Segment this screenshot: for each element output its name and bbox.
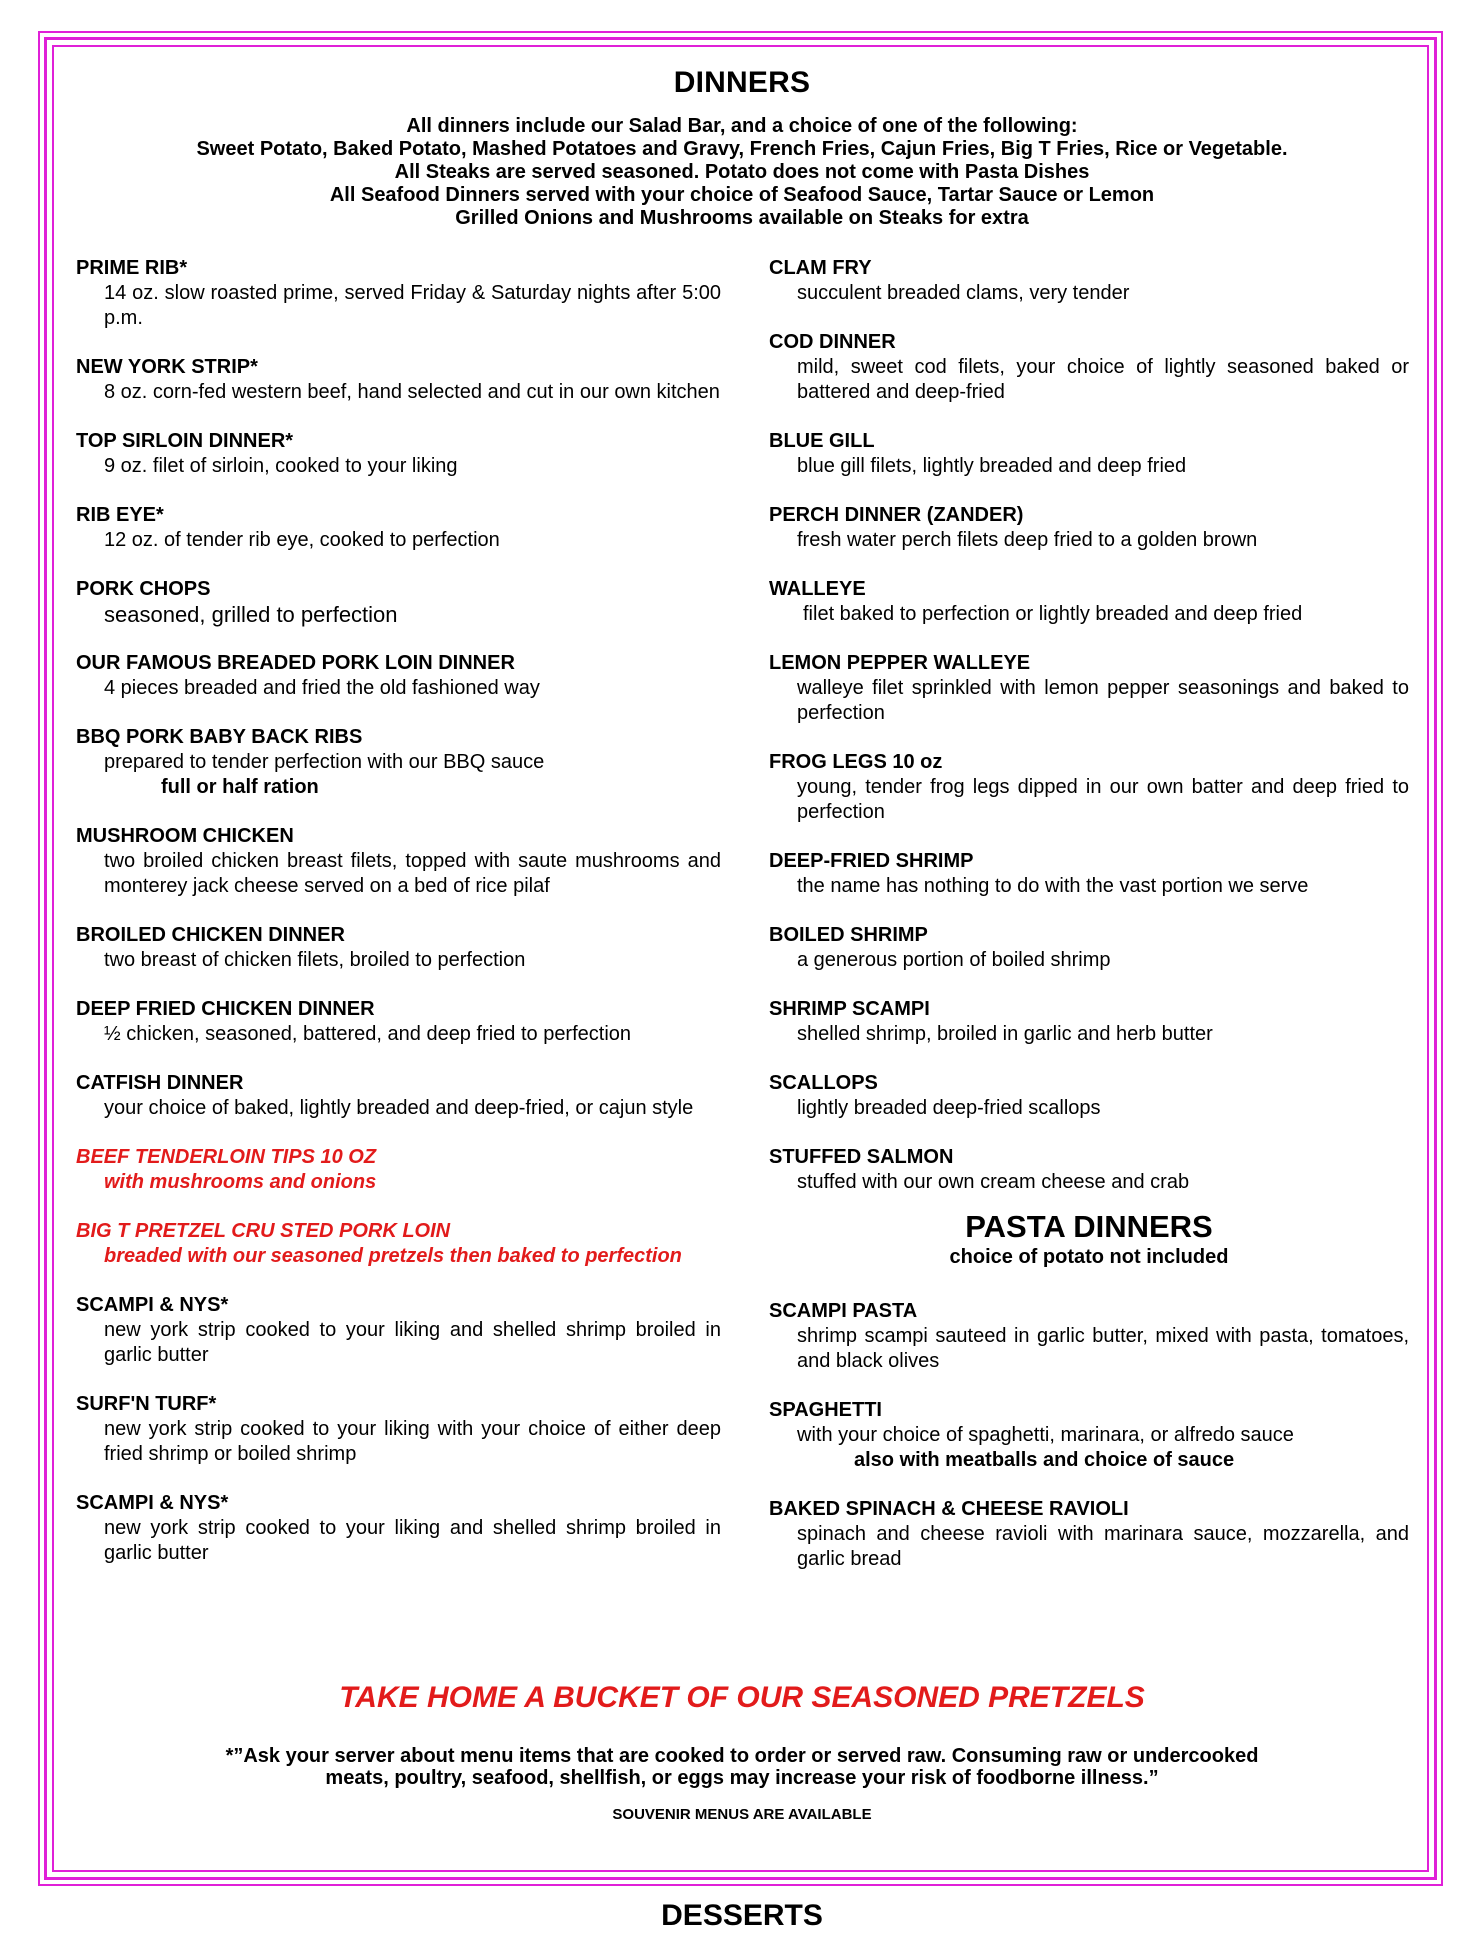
menu-item bbox=[76, 997, 721, 1047]
menu-item-name: MUSHROOM CHICKEN bbox=[76, 825, 294, 847]
menu-item-description: 4 pieces breaded and fried the old fashioned way bbox=[104, 677, 540, 699]
menu-item-name: FROG LEGS 10 oz bbox=[769, 751, 943, 773]
disclaimer-line: meats, poultry, seafood, shellfish, or eggs may increase your risk of foodborne illness.” bbox=[325, 1767, 1159, 1789]
menu-item-description: two breast of chicken filets, broiled to perfection bbox=[104, 949, 526, 971]
pasta-section-subtitle: choice of potato not included bbox=[949, 1246, 1229, 1268]
menu-item bbox=[769, 503, 1409, 553]
menu-item bbox=[769, 1497, 1409, 1572]
food-safety-disclaimer bbox=[0, 1745, 1484, 1789]
menu-item-name: BAKED SPINACH & CHEESE RAVIOLI bbox=[769, 1498, 1129, 1520]
menu-item bbox=[769, 750, 1409, 825]
menu-item bbox=[769, 1398, 1409, 1473]
menu-item-description: 8 oz. corn-fed western beef, hand selected and cut in our own kitchen bbox=[104, 381, 720, 403]
menu-item-name: OUR FAMOUS BREADED PORK LOIN DINNER bbox=[76, 652, 515, 674]
menu-item bbox=[76, 824, 721, 899]
menu-item-name: BBQ PORK BABY BACK RIBS bbox=[76, 726, 363, 748]
menu-item bbox=[769, 577, 1409, 627]
menu-item-name: SCAMPI PASTA bbox=[769, 1300, 918, 1322]
menu-item-description: blue gill filets, lightly breaded and deep fried bbox=[797, 455, 1187, 477]
menu-item bbox=[769, 1071, 1409, 1121]
menu-item-description: breaded with our seasoned pretzels then baked to perfection bbox=[104, 1245, 682, 1267]
menu-item-description: mild, sweet cod filets, your choice of lightly seasoned baked or battered and deep-fried bbox=[797, 356, 1409, 403]
menu-item-description: shelled shrimp, broiled in garlic and herb butter bbox=[797, 1023, 1213, 1045]
menu-item-description: prepared to tender perfection with our BBQ sauce bbox=[104, 751, 545, 773]
menu-item-name: PORK CHOPS bbox=[76, 578, 211, 600]
menu-item-description: lightly breaded deep-fried scallops bbox=[797, 1097, 1101, 1119]
menu-item bbox=[76, 1491, 721, 1566]
menu-item bbox=[76, 577, 721, 627]
menu-item-name: PERCH DINNER (ZANDER) bbox=[769, 504, 1024, 526]
intro-line: Grilled Onions and Mushrooms available on Steaks for extra bbox=[455, 207, 1029, 229]
menu-item-description: shrimp scampi sauteed in garlic butter, mixed with pasta, tomatoes, and black olives bbox=[797, 1325, 1409, 1372]
menu-item-name: SPAGHETTI bbox=[769, 1399, 882, 1421]
menu-item-description: new york strip cooked to your liking with your choice of either deep fried shrimp or boiled shrimp bbox=[104, 1418, 721, 1465]
menu-item-name: TOP SIRLOIN DINNER* bbox=[76, 430, 294, 452]
menu-item bbox=[769, 651, 1409, 726]
menu-item-description: ½ chicken, seasoned, battered, and deep fried to perfection bbox=[104, 1023, 632, 1045]
menu-item-description: filet baked to perfection or lightly breaded and deep fried bbox=[803, 603, 1303, 625]
menu-item bbox=[76, 503, 721, 553]
menu-item-note: full or half ration bbox=[161, 776, 319, 798]
menu-item bbox=[76, 429, 721, 479]
menu-item-description: 14 oz. slow roasted prime, served Friday & Saturday nights after 5:00 p.m. bbox=[104, 282, 721, 329]
disclaimer-line: *”Ask your server about menu items that are cooked to order or served raw. Consuming raw or undercooked bbox=[225, 1745, 1259, 1767]
menu-item-name: SHRIMP SCAMPI bbox=[769, 998, 930, 1020]
menu-item-name: LEMON PEPPER WALLEYE bbox=[769, 652, 1031, 674]
menu-item-name: BEEF TENDERLOIN TIPS 10 OZ bbox=[76, 1146, 377, 1168]
menu-item bbox=[76, 1392, 721, 1467]
menu-item-description: seasoned, grilled to perfection bbox=[104, 602, 398, 627]
intro-line: Sweet Potato, Baked Potato, Mashed Potatoes and Gravy, French Fries, Cajun Fries, Big T Fries, Rice or Vegetable. bbox=[196, 138, 1288, 160]
page-title: DINNERS bbox=[673, 66, 811, 99]
menu-item bbox=[769, 330, 1409, 405]
menu-item bbox=[769, 429, 1409, 479]
menu-item-name: COD DINNER bbox=[769, 331, 896, 353]
intro-line: All Seafood Dinners served with your choice of Seafood Sauce, Tartar Sauce or Lemon bbox=[329, 184, 1155, 206]
menu-item-name: CLAM FRY bbox=[769, 257, 872, 279]
menu-item-description: with mushrooms and onions bbox=[104, 1171, 377, 1193]
next-page-title: DESSERTS bbox=[661, 1899, 823, 1932]
menu-item bbox=[769, 849, 1409, 899]
menu-item-description: fresh water perch filets deep fried to a golden brown bbox=[797, 529, 1258, 551]
menu-item-name: BOILED SHRIMP bbox=[769, 924, 928, 946]
menu-item-description: spinach and cheese ravioli with marinara sauce, mozzarella, and garlic bread bbox=[797, 1523, 1409, 1570]
menu-item-name: RIB EYE* bbox=[76, 504, 164, 526]
promo-banner: TAKE HOME A BUCKET OF OUR SEASONED PRETZELS bbox=[339, 1681, 1145, 1714]
menu-column-right bbox=[769, 256, 1409, 1596]
menu-item bbox=[76, 725, 721, 800]
menu-item bbox=[769, 997, 1409, 1047]
menu-item-description: 12 oz. of tender rib eye, cooked to perfection bbox=[104, 529, 500, 551]
menu-item-description: young, tender frog legs dipped in our own batter and deep fried to perfection bbox=[797, 776, 1409, 823]
intro-line: All dinners include our Salad Bar, and a choice of one of the following: bbox=[406, 115, 1078, 137]
intro-text bbox=[0, 115, 1484, 230]
menu-item-description: walleye filet sprinkled with lemon pepper seasonings and baked to perfection bbox=[797, 677, 1409, 724]
menu-item-description: your choice of baked, lightly breaded and deep-fried, or cajun style bbox=[104, 1097, 694, 1119]
menu-item-name: BROILED CHICKEN DINNER bbox=[76, 924, 345, 946]
menu-item-name: NEW YORK STRIP* bbox=[76, 356, 258, 378]
menu-item-description: new york strip cooked to your liking and shelled shrimp broiled in garlic butter bbox=[104, 1319, 721, 1366]
menu-item-name: DEEP FRIED CHICKEN DINNER bbox=[76, 998, 375, 1020]
menu-item-name: STUFFED SALMON bbox=[769, 1146, 954, 1168]
menu-item-description: with your choice of spaghetti, marinara, or alfredo sauce bbox=[797, 1424, 1294, 1446]
menu-item-special bbox=[76, 1219, 721, 1269]
menu-item-name: DEEP-FRIED SHRIMP bbox=[769, 850, 974, 872]
menu-column-left bbox=[76, 256, 721, 1590]
menu-item-name: PRIME RIB* bbox=[76, 257, 188, 279]
souvenir-note: SOUVENIR MENUS ARE AVAILABLE bbox=[612, 1806, 872, 1823]
menu-item-description: 9 oz. filet of sirloin, cooked to your liking bbox=[104, 455, 458, 477]
menu-item bbox=[769, 923, 1409, 973]
pasta-section-title: PASTA DINNERS bbox=[965, 1209, 1213, 1244]
menu-item bbox=[76, 355, 721, 405]
menu-item bbox=[76, 1071, 721, 1121]
menu-item-special bbox=[76, 1145, 721, 1195]
menu-item-description: two broiled chicken breast filets, topped with saute mushrooms and monterey jack cheese served on a bed of rice pilaf bbox=[104, 850, 721, 897]
menu-item-description: succulent breaded clams, very tender bbox=[797, 282, 1130, 304]
menu-item-name: BIG T PRETZEL CRU STED PORK LOIN bbox=[76, 1220, 451, 1242]
menu-item bbox=[76, 651, 721, 701]
menu-item bbox=[76, 923, 721, 973]
menu-item-name: SCAMPI & NYS* bbox=[76, 1492, 229, 1514]
intro-line: All Steaks are served seasoned. Potato does not come with Pasta Dishes bbox=[394, 161, 1090, 183]
menu-item-description: new york strip cooked to your liking and shelled shrimp broiled in garlic butter bbox=[104, 1517, 721, 1564]
menu-item-name: SURF'N TURF* bbox=[76, 1393, 217, 1415]
menu-item-name: WALLEYE bbox=[769, 578, 866, 600]
menu-item-name: BLUE GILL bbox=[769, 430, 875, 452]
menu-item-note: also with meatballs and choice of sauce bbox=[854, 1449, 1235, 1471]
menu-item bbox=[769, 256, 1409, 306]
menu-item bbox=[769, 1299, 1409, 1374]
menu-item-description: a generous portion of boiled shrimp bbox=[797, 949, 1111, 971]
menu-item-name: SCAMPI & NYS* bbox=[76, 1294, 229, 1316]
menu-item bbox=[769, 1145, 1409, 1195]
menu-item-name: SCALLOPS bbox=[769, 1072, 878, 1094]
menu-item-description: stuffed with our own cream cheese and crab bbox=[797, 1171, 1190, 1193]
menu-item bbox=[76, 1293, 721, 1368]
menu-item bbox=[76, 256, 721, 331]
menu-item-name: CATFISH DINNER bbox=[76, 1072, 244, 1094]
menu-item-description: the name has nothing to do with the vast portion we serve bbox=[797, 875, 1309, 897]
